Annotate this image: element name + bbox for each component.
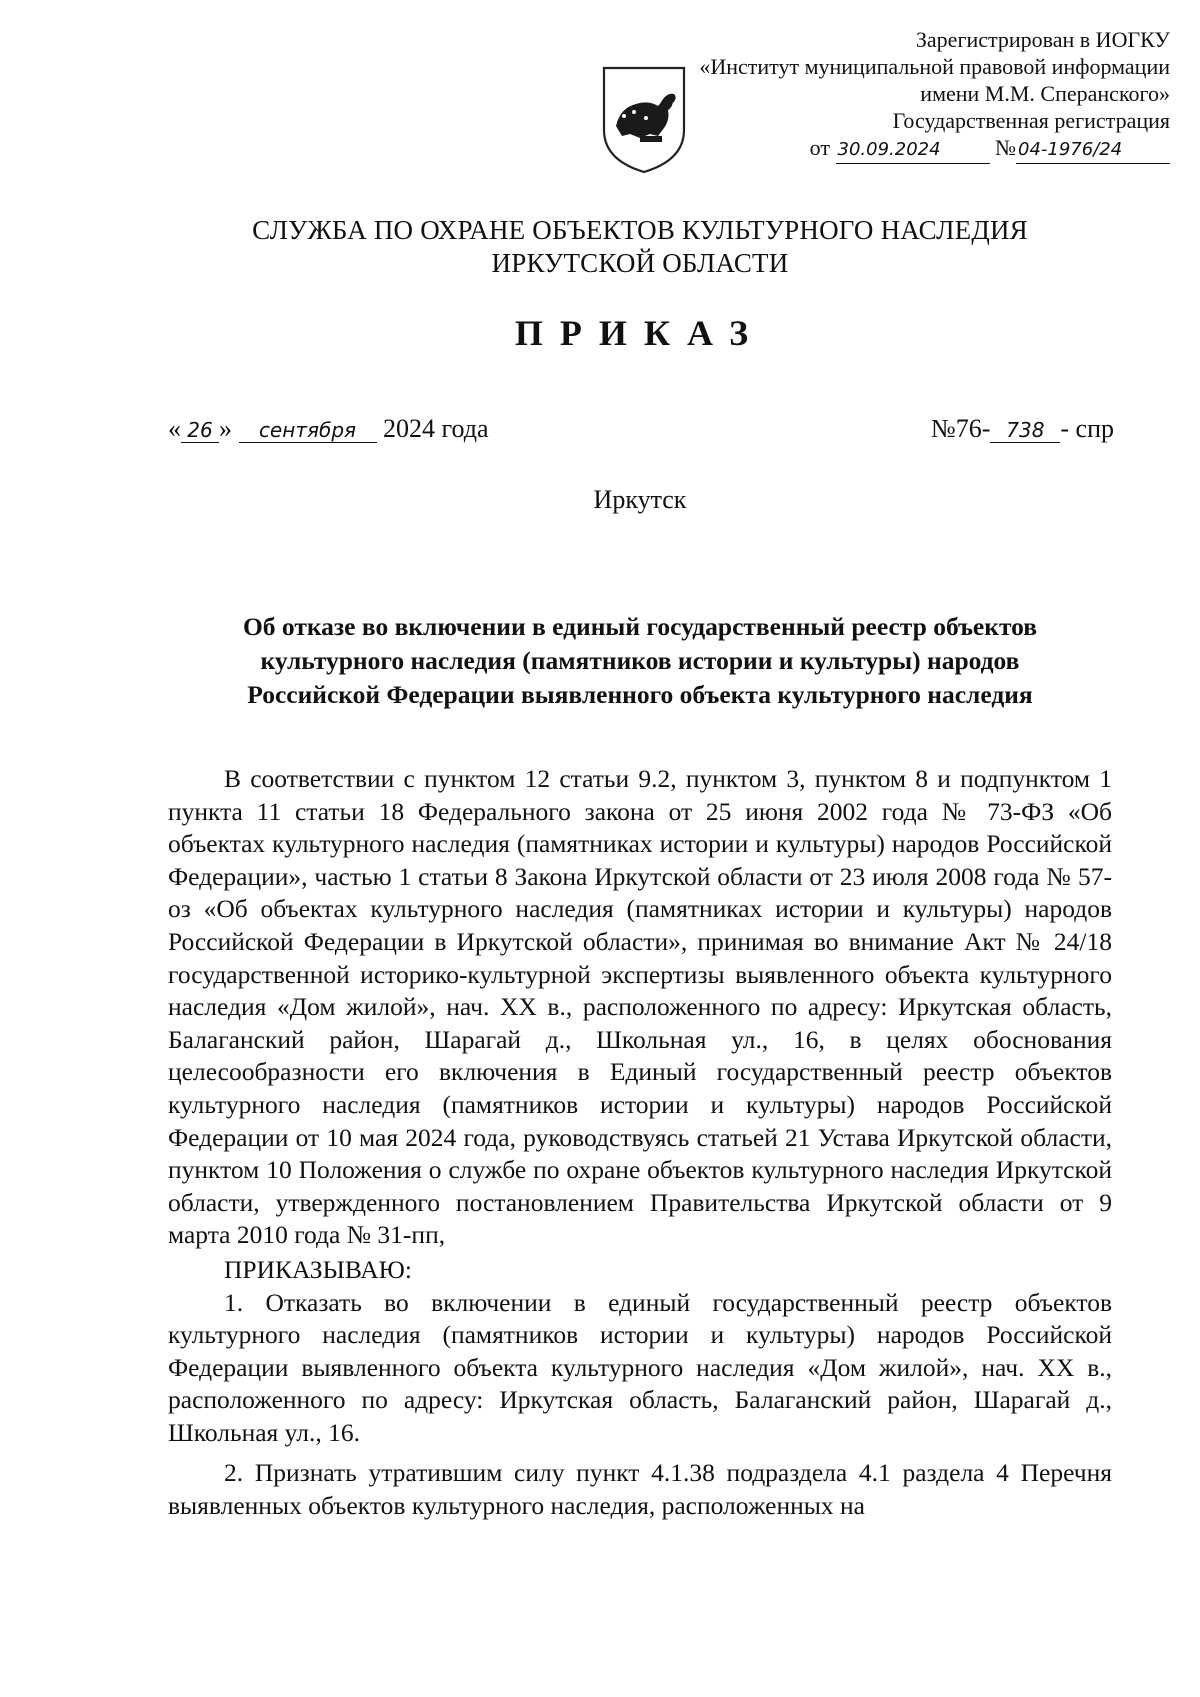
registration-line-5 [699, 134, 1170, 164]
registration-number-label: № [995, 135, 1016, 160]
agency-name-line-2: ИРКУТСКОЙ ОБЛАСТИ [491, 248, 789, 278]
registration-from-label: от [809, 135, 830, 160]
order-date [168, 412, 489, 446]
order-body [168, 763, 1112, 1523]
registration-date-blank [836, 134, 990, 164]
subject-line-2: культурного наследия (памятников истории и культуры) народов [260, 646, 1020, 675]
date-close-quote: » [219, 414, 232, 443]
date-open-quote: « [168, 414, 181, 443]
subject-line-1: Об отказе во включении в единый государственный реестр объектов [242, 612, 1038, 641]
date-day-handwritten: 26 [181, 418, 219, 443]
registration-number-blank [1016, 134, 1170, 164]
order-number-handwritten: 738 [990, 418, 1060, 443]
order-item-1: 1. Отказать во включении в единый государственный реестр объектов культурного наследия (памятников истории и культуры) народов Российской Федерации выявленного объекта культурного наследия «Дом жилой», нач. XX в., расположенного по адресу: Иркутская область, Балаганский район, Шарагай д., Школьная ул., 16. [168, 1287, 1112, 1447]
registration-line-4: Государственная регистрация [892, 108, 1170, 133]
order-number-prefix: №76- [930, 414, 991, 443]
date-month-handwritten: сентября [239, 418, 377, 443]
agency-name [0, 214, 1200, 280]
order-item-2: 2. Признать утратившим силу пункт 4.1.38 подраздела 4.1 раздела 4 Перечня выявленных объектов культурного наследия, расположенных на [168, 1458, 1112, 1521]
registration-date-handwritten: 30.09.2024 [837, 139, 941, 160]
coat-of-arms-icon [600, 64, 688, 176]
registration-line-1: Зарегистрирован в ИОГКУ [915, 27, 1170, 52]
order-word: ПРИКАЗЫВАЮ: [224, 1254, 412, 1284]
order-number [931, 412, 1114, 446]
registration-stamp [699, 26, 1170, 164]
registration-number-handwritten: 04-1976/24 [1018, 139, 1123, 160]
document-type-title: ПРИКАЗ [514, 313, 766, 353]
order-subject [160, 610, 1120, 712]
registration-line-2: «Институт муниципальной правовой информации [699, 54, 1170, 79]
document-city: Иркутск [593, 485, 687, 514]
preamble-paragraph: В соответствии с пунктом 12 статьи 9.2, пунктом 3, пунктом 8 и подпунктом 1 пункта 11 статьи 18 Федерального закона от 25 июня 2002 года № 73-ФЗ «Об объектах культурного наследия (памятниках истории и культуры) народов Российской Федерации», частью 1 статьи 8 Закона Иркутской области от 23 июля 2008 года № 57-оз «Об объектах культурного наследия (памятниках истории и культуры) народов Российской Федерации в Иркутской области», принимая во внимание Акт № 24/18 государственной историко-культурной экспертизы выявленного объекта культурного наследия «Дом жилой», нач. XX в., расположенного по адресу: Иркутская область, Балаганский район, Шарагай д., Школьная ул., 16, в целях обоснования целесообразности его включения в Единый государственный реестр объектов культурного наследия (памятников истории и культуры) народов Российской Федерации от 10 мая 2024 года, руководствуясь статьей 21 Устава Иркутской области, пунктом 10 Положения о службе по охране объектов культурного наследия Иркутской области, утвержденного постановлением Правительства Иркутской области от 9 марта 2010 года № 31-пп, [168, 764, 1112, 1250]
date-year: 2024 года [383, 414, 489, 443]
agency-name-line-1: СЛУЖБА ПО ОХРАНЕ ОБЪЕКТОВ КУЛЬТУРНОГО НАСЛЕДИЯ [252, 215, 1028, 245]
order-number-suffix: - спр [1060, 414, 1114, 443]
subject-line-3: Российской Федерации выявленного объекта культурного наследия [247, 680, 1033, 709]
registration-line-3: имени М.М. Сперанского» [920, 81, 1170, 106]
